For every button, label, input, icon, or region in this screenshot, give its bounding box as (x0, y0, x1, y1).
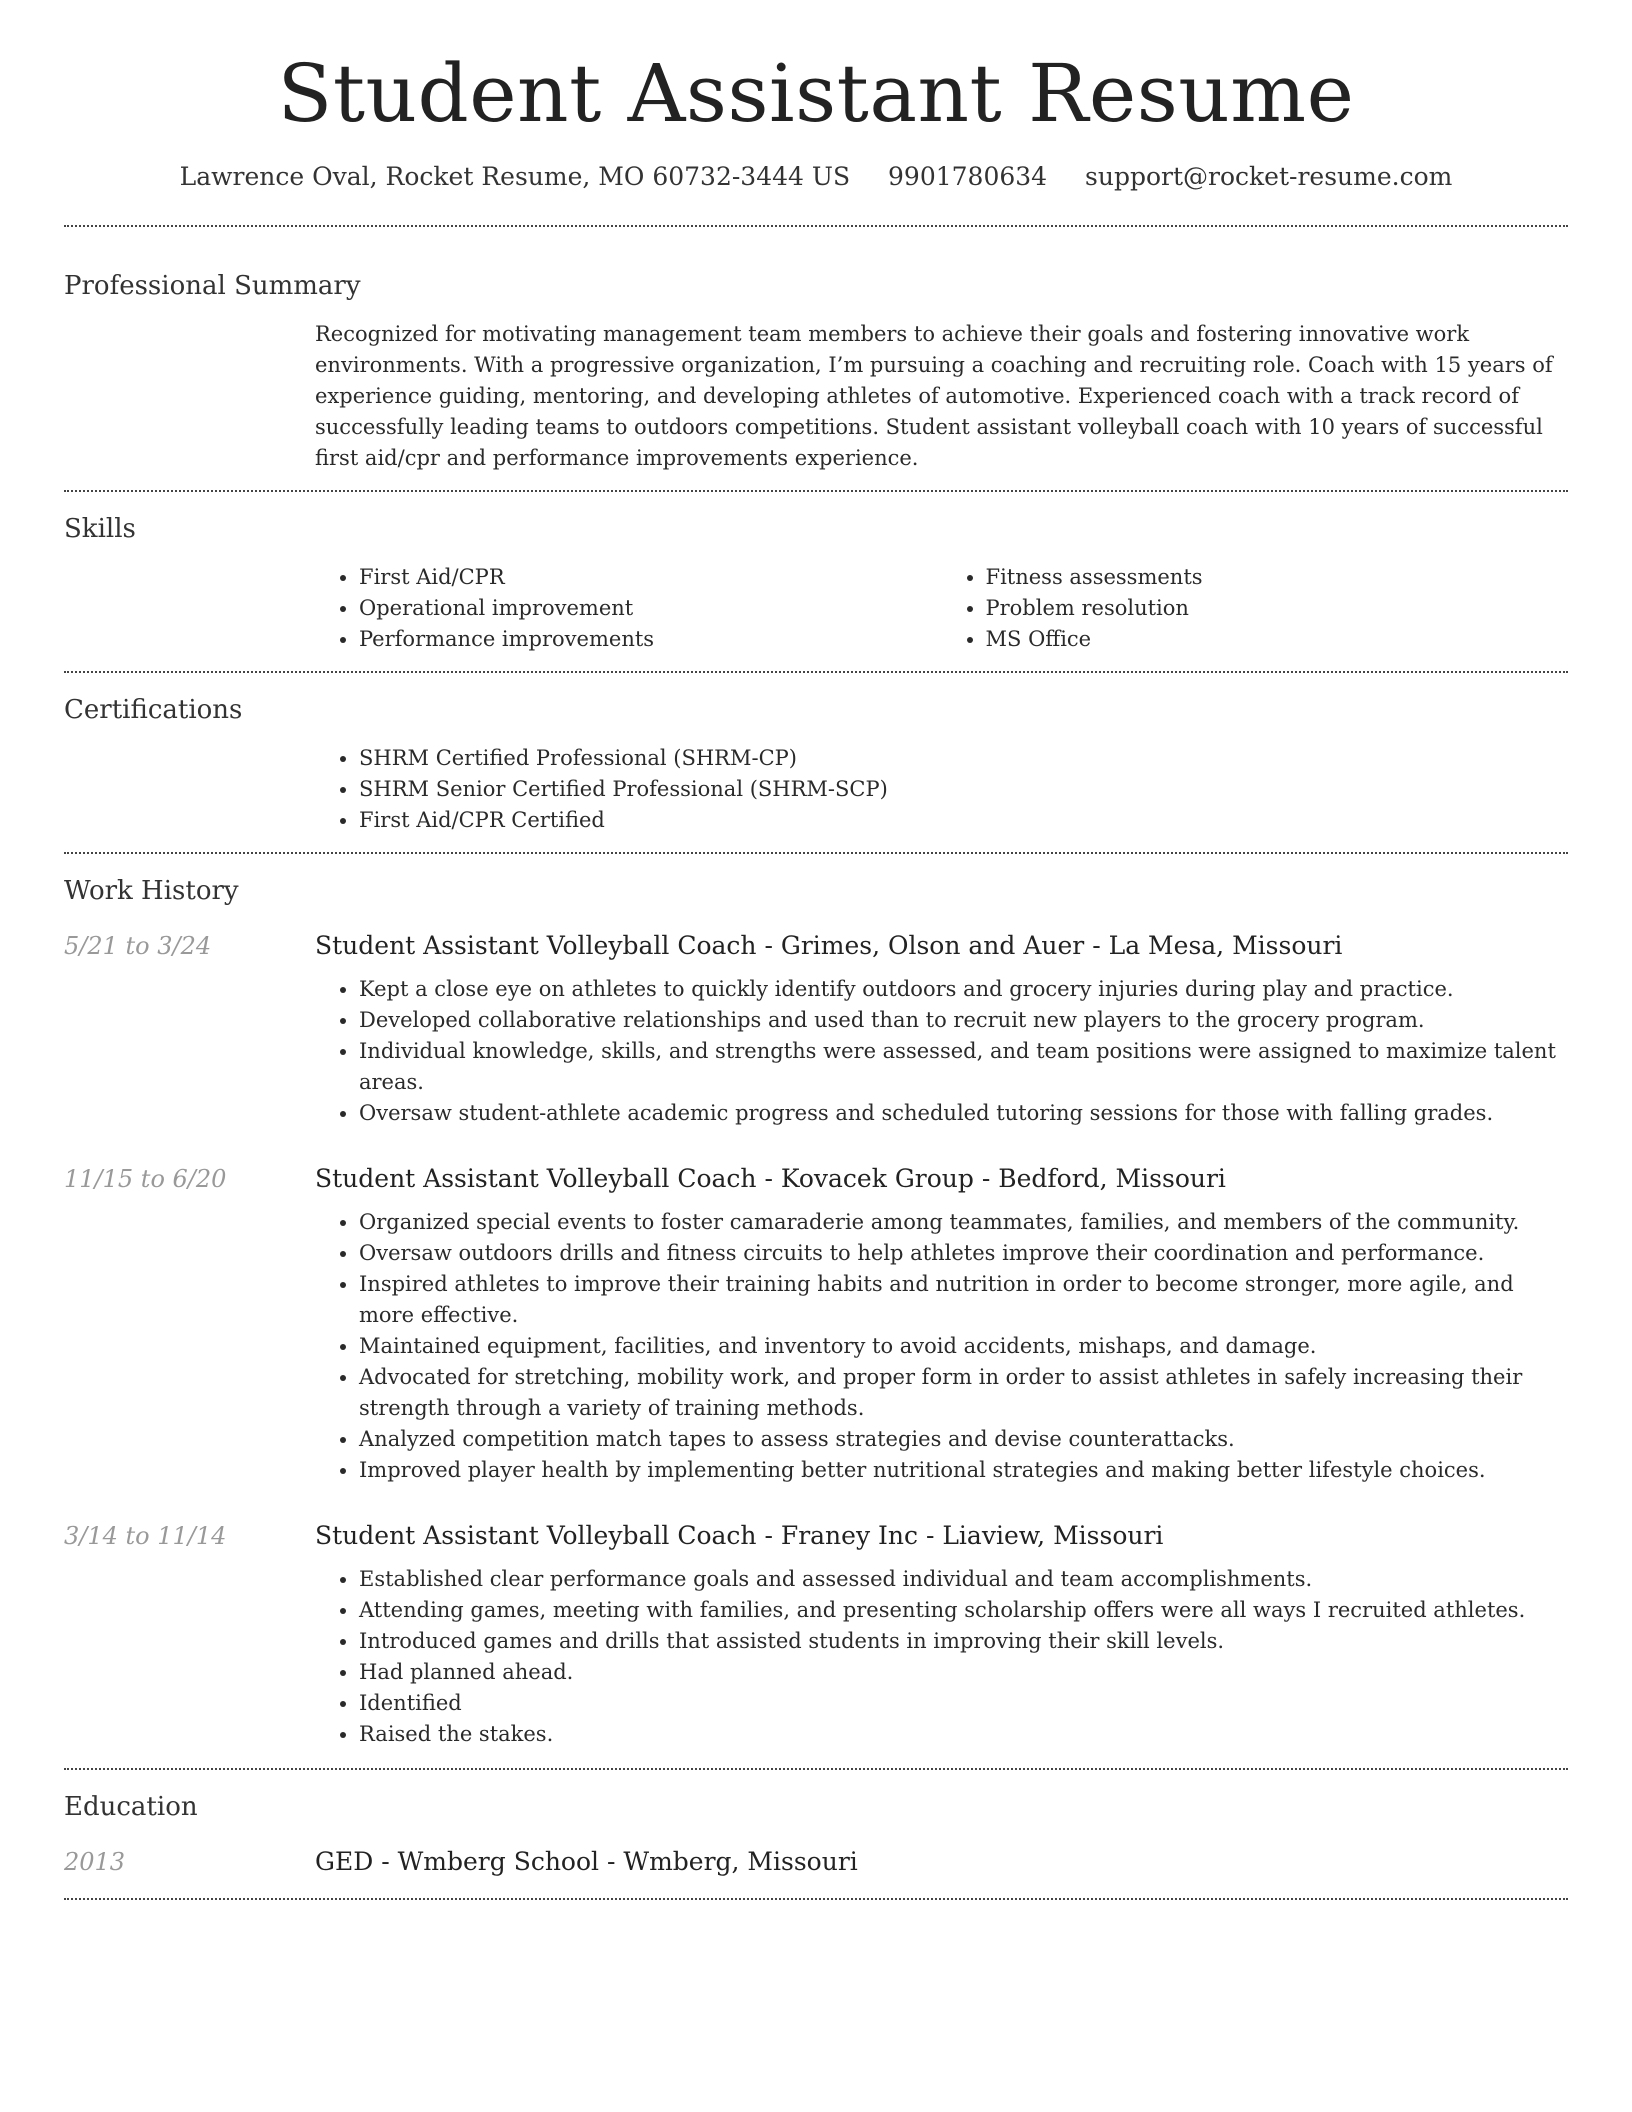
job-entry (64, 1518, 1568, 1750)
work-history-section (64, 854, 1568, 1768)
list-item: • Performance improvements (359, 624, 942, 655)
work-heading: Work History (64, 876, 239, 906)
summary-text: Recognized for motivating management team members to achieve their goals and fostering innovative work environments. With a progressive organization, I’m pursuing a coaching and recruiting role. Coach with 15 years of experience guiding, mentoring, and developing athletes of automotive. Experienced coach with a track record of successfully leading teams to outdoors competitions. Student assistant volleyball coach with 10 years of successful first aid/cpr and performance improvements experience. (315, 322, 1553, 470)
skills-heading: Skills (64, 514, 136, 544)
divider (64, 1898, 1568, 1900)
list-item: • Problem resolution (986, 593, 1569, 624)
education-entry: GED - Wmberg School - Wmberg, Missouri (315, 1847, 858, 1876)
education-heading: Education (64, 1792, 198, 1822)
list-item: • SHRM Senior Certified Professional (SHRM-SCP) (359, 774, 1568, 805)
contact-line (64, 162, 1568, 191)
job-entry (64, 928, 1568, 1129)
list-item: • Fitness assessments (986, 562, 1569, 593)
list-item: • Attending games, meeting with families, and presenting scholarship offers were all ways I recruited athletes. (359, 1595, 1568, 1626)
list-item: • SHRM Certified Professional (SHRM-CP) (359, 743, 1568, 774)
list-item: • Analyzed competition match tapes to assess strategies and devise counterattacks. (359, 1424, 1568, 1455)
job-dates: 3/14 to 11/14 (64, 1522, 227, 1550)
list-item: • Introduced games and drills that assisted students in improving their skill levels. (359, 1626, 1568, 1657)
education-section (64, 1770, 1568, 1898)
list-item: • Operational improvement (359, 593, 942, 624)
list-item: • Maintained equipment, facilities, and inventory to avoid accidents, mishaps, and damage. (359, 1331, 1568, 1362)
list-item: • Identified (359, 1688, 1568, 1719)
summary-heading: Professional Summary (64, 271, 361, 301)
education-year: 2013 (64, 1848, 126, 1876)
list-item: • Improved player health by implementing better nutritional strategies and making better lifestyle choices. (359, 1455, 1568, 1486)
certifications-list (315, 725, 1568, 852)
list-item: • Oversaw outdoors drills and fitness circuits to help athletes improve their coordination and performance. (359, 1238, 1568, 1269)
job-title: Student Assistant Volleyball Coach - Grimes, Olson and Auer - La Mesa, Missouri (315, 931, 1343, 960)
job-bullets (315, 974, 1568, 1129)
list-item: • First Aid/CPR (359, 562, 942, 593)
job-title: Student Assistant Volleyball Coach - Franey Inc - Liaview, Missouri (315, 1521, 1164, 1550)
contact-address: Lawrence Oval, Rocket Resume, MO 60732-3444 US (179, 162, 851, 191)
list-item: • Organized special events to foster camaraderie among teammates, families, and members of the community. (359, 1207, 1568, 1238)
job-dates: 11/15 to 6/20 (64, 1165, 227, 1193)
list-item: • Developed collaborative relationships and used than to recruit new players to the grocery program. (359, 1005, 1568, 1036)
job-entry (64, 1161, 1568, 1486)
certifications-heading: Certifications (64, 695, 243, 725)
list-item: • Oversaw student-athlete academic progress and scheduled tutoring sessions for those with falling grades. (359, 1098, 1568, 1129)
list-item: • Advocated for stretching, mobility work, and proper form in order to assist athletes in safely increasing their strength through a variety of training methods. (359, 1362, 1568, 1424)
contact-email: support@rocket-resume.com (1085, 162, 1453, 191)
job-bullets (315, 1207, 1568, 1486)
page-title: Student Assistant Resume (277, 47, 1355, 140)
list-item: • Inspired athletes to improve their training habits and nutrition in order to become stronger, more agile, and more effective. (359, 1269, 1568, 1331)
job-title: Student Assistant Volleyball Coach - Kovacek Group - Bedford, Missouri (315, 1164, 1226, 1193)
list-item: • Had planned ahead. (359, 1657, 1568, 1688)
job-dates: 5/21 to 3/24 (64, 932, 212, 960)
list-item: • Individual knowledge, skills, and strengths were assessed, and team positions were assigned to maximize talent areas. (359, 1036, 1568, 1098)
list-item: • Kept a close eye on athletes to quickly identify outdoors and grocery injuries during play and practice. (359, 974, 1568, 1005)
certifications-section (64, 673, 1568, 852)
job-bullets (315, 1564, 1568, 1750)
list-item: • MS Office (986, 624, 1569, 655)
skills-right-list (942, 562, 1569, 655)
skills-left-list (315, 562, 942, 655)
list-item: • Raised the stakes. (359, 1719, 1568, 1750)
contact-phone: 9901780634 (888, 162, 1048, 191)
list-item: • First Aid/CPR Certified (359, 805, 1568, 836)
skills-section (64, 492, 1568, 671)
summary-section (64, 227, 1568, 490)
list-item: • Established clear performance goals and assessed individual and team accomplishments. (359, 1564, 1568, 1595)
